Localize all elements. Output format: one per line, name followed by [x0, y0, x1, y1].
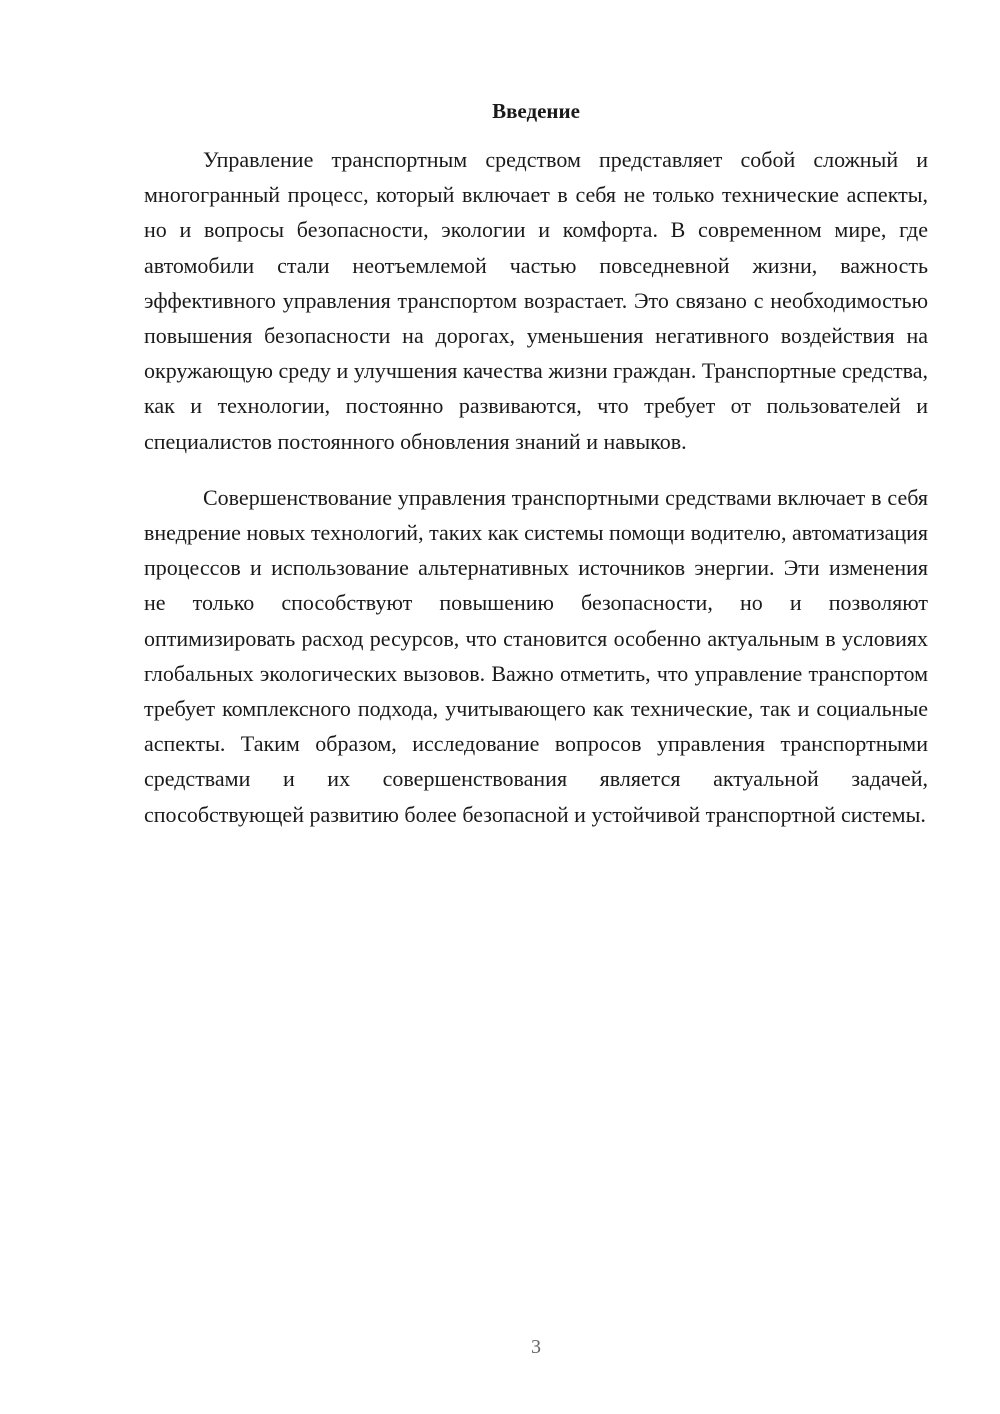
paragraph-1: Управление транспортным средством представляет собой сложный и многогранный процесс, который включает в себя не только технические аспекты, но и вопросы безопасности, экологии и комфорта. В современном мире, где автомобили стали неотъемлемой частью повседневной жизни, важность эффективного управления транспортом возрастает. Это связано с необходимостью повышения безопасности на дорогах, уменьшения негативного воздействия на окружающую среду и улучшения качества жизни граждан. Транспортные средства, как и технологии, постоянно развиваются, что требует от пользователей и специалистов постоянного обновления знаний и навыков. — [144, 147, 928, 454]
paragraph-2: Совершенствование управления транспортными средствами включает в себя внедрение новых технологий, таких как системы помощи водителю, автоматизация процессов и использование альтернативных источников энергии. Эти изменения не только способствуют повышению безопасности, но и позволяют оптимизировать расход ресурсов, что становится особенно актуальным в условиях глобальных экологических вызовов. Важно отметить, что управление транспортом требует комплексного подхода, учитывающего как технические, так и социальные аспекты. Таким образом, исследование вопросов управления транспортными средствами и их совершенствования является актуальной задачей, способствующей развитию более безопасной и устойчивой транспортной системы. — [144, 484, 928, 827]
section-title: Введение — [492, 99, 580, 123]
body-text — [144, 142, 928, 832]
page-number: 3 — [531, 1336, 541, 1358]
